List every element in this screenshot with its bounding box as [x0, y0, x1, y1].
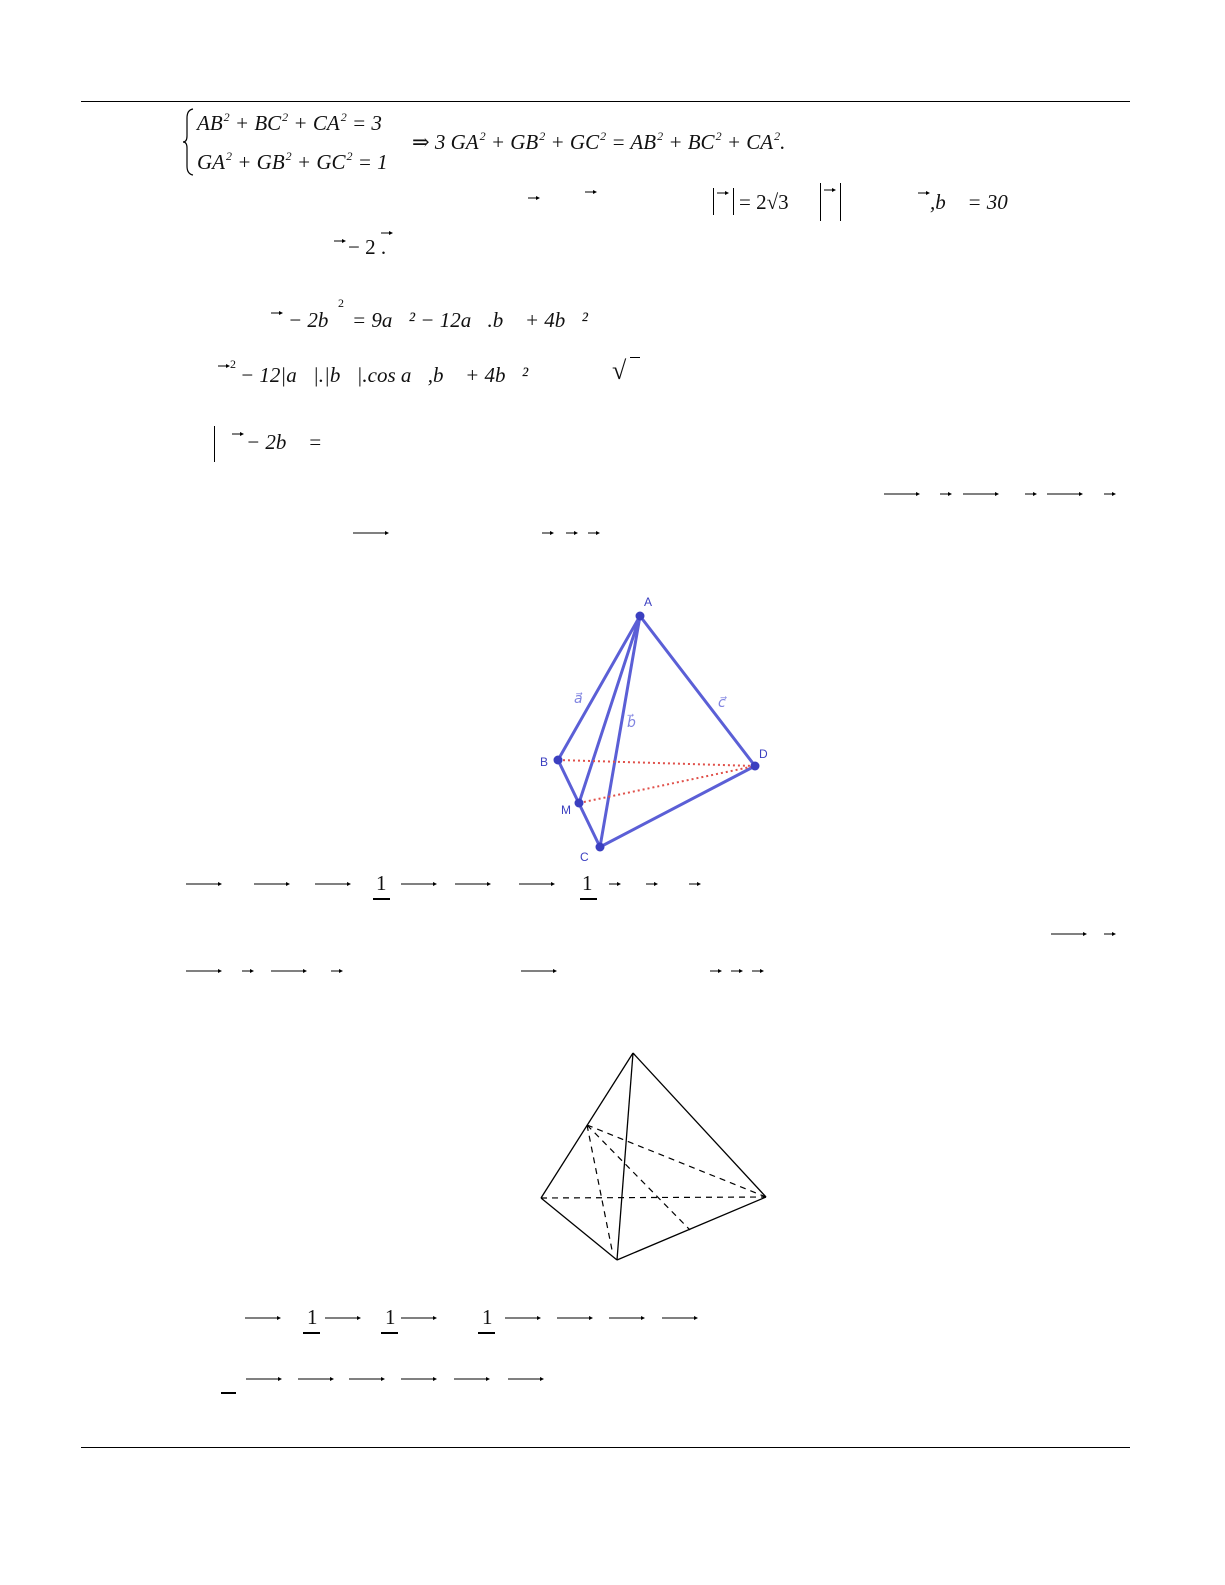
vertex-c-dot	[596, 843, 605, 852]
vector-arrow	[232, 429, 244, 439]
vector-arrow	[1025, 489, 1037, 499]
vector-label-a: a⃗	[574, 690, 583, 706]
abs-bar	[214, 426, 215, 462]
abs-bar	[733, 188, 734, 215]
edge-cd	[600, 766, 755, 847]
sqrt-sign: √	[612, 356, 627, 385]
vertex-a-dot	[636, 612, 645, 621]
vector-arrow	[588, 528, 600, 538]
expansion-rhs: = 9a⃗² − 12a⃗.b⃗ + 4b⃗²	[352, 308, 588, 332]
vector-arrow	[521, 966, 557, 976]
vector-arrow	[315, 879, 351, 889]
system-line-2: $GA^2 + GB^2 + GC^2 = 1$	[197, 149, 388, 174]
vertex-b-dot	[554, 756, 563, 765]
vector-arrow	[401, 879, 437, 889]
vector-arrow	[242, 966, 254, 976]
vector-arrow	[401, 1313, 437, 1323]
edge-front-right	[617, 1197, 766, 1260]
vector-arrow	[646, 879, 658, 889]
vector-arrow	[918, 188, 930, 198]
edge-bd-dotted	[558, 760, 755, 766]
sqrt-overline	[630, 357, 640, 358]
vector-arrow	[218, 361, 230, 371]
vector-arrow	[505, 1313, 541, 1323]
expansion2-text: − 12|a⃗|.|b⃗|.cos a⃗,b⃗ + 4b⃗²	[240, 363, 529, 387]
vector-arrow	[246, 1374, 282, 1384]
footer-rule	[81, 1447, 1130, 1448]
abs-bar	[840, 183, 841, 221]
vector-arrow	[334, 236, 346, 246]
system-line-1: $AB^2 + BC^2 + CA^2 = 3$	[197, 110, 382, 135]
vector-arrow	[519, 879, 555, 889]
expansion2-square: 2	[230, 357, 236, 371]
edge-md-dotted	[579, 766, 755, 803]
expansion-lhs: − 2b⃗	[288, 308, 345, 332]
vector-arrow	[325, 1313, 361, 1323]
vector-arrow	[731, 966, 743, 976]
fraction-bar	[381, 1332, 398, 1334]
vector-arrow	[689, 879, 701, 889]
vector-arrow	[542, 528, 554, 538]
fraction-bar	[580, 898, 597, 900]
expansion-square: 2	[338, 296, 344, 310]
vector-arrow	[254, 879, 290, 889]
magnitude-a: = 2√3	[739, 190, 789, 214]
label-a: A	[644, 595, 653, 609]
vector-arrow	[940, 489, 952, 499]
vector-arrow	[245, 1313, 281, 1323]
vector-label-b: b⃗	[627, 714, 636, 730]
median-3	[587, 1125, 690, 1230]
tetrahedron-figure-abcd	[520, 590, 790, 870]
vector-arrow	[884, 489, 920, 499]
system-implication: ⇒ 3 $GA^2 + GB^2 + GC^2 = AB^2 + BC^2 + CA^2$.	[412, 129, 786, 154]
fraction-numerator: 1	[482, 1305, 493, 1329]
vector-arrow	[1051, 929, 1087, 939]
angle-expression: ,b⃗ = 30	[930, 190, 1008, 214]
fraction-numerator: 1	[376, 871, 387, 895]
fraction-numerator: 1	[582, 871, 593, 895]
vector-arrow	[298, 1374, 334, 1384]
vector-arrow	[710, 966, 722, 976]
edge-left-front	[541, 1198, 617, 1260]
left-brace	[182, 108, 194, 176]
vector-arrow	[963, 489, 999, 499]
vector-arrow	[186, 966, 222, 976]
header-rule	[81, 101, 1130, 102]
median-1	[587, 1125, 766, 1197]
tetrahedron-figure-2	[530, 1045, 780, 1270]
vector-arrow	[609, 879, 621, 889]
vector-arrow	[557, 1313, 593, 1323]
vector-arrow	[585, 187, 597, 197]
label-m: M	[561, 803, 571, 817]
fraction-bar	[303, 1332, 320, 1334]
edge-left-right-hidden	[541, 1197, 766, 1198]
abs-bar	[820, 183, 821, 221]
label-b: B	[540, 755, 549, 769]
vector-arrow	[271, 966, 307, 976]
vector-arrow	[349, 1374, 385, 1384]
vector-label-c: c⃗	[718, 694, 726, 710]
fraction-numerator: 1	[385, 1305, 396, 1329]
fraction-numerator: 1	[307, 1305, 318, 1329]
edge-ad	[640, 616, 755, 766]
vector-arrow	[824, 185, 836, 195]
vector-arrow	[752, 966, 764, 976]
vector-arrow	[1104, 929, 1116, 939]
vector-arrow	[508, 1374, 544, 1384]
abs-bar	[713, 188, 714, 215]
vector-arrow	[353, 528, 389, 538]
label-d: D	[759, 747, 768, 761]
fraction-bar	[221, 1392, 236, 1394]
edge-top-right	[633, 1053, 766, 1197]
vector-arrow	[186, 879, 222, 889]
vector-arrow	[662, 1313, 698, 1323]
vector-arrow	[717, 188, 729, 198]
vertex-d-dot	[751, 762, 760, 771]
vector-arrow	[1047, 489, 1083, 499]
vertex-m-dot	[575, 799, 584, 808]
vector-arrow	[566, 528, 578, 538]
vector-arrow	[528, 193, 540, 203]
edge-top-front	[617, 1053, 633, 1260]
vector-arrow	[454, 1374, 490, 1384]
label-c: C	[580, 850, 589, 864]
vector-arrow	[271, 308, 283, 318]
fraction-bar	[478, 1332, 495, 1334]
task-expression: − 2 .	[348, 235, 387, 259]
vector-arrow	[331, 966, 343, 976]
median-2	[587, 1125, 612, 1250]
fraction-bar	[373, 898, 390, 900]
vector-arrow	[1104, 489, 1116, 499]
vector-arrow	[455, 879, 491, 889]
vector-arrow	[401, 1374, 437, 1384]
result-expression: − 2b⃗ =	[246, 430, 323, 454]
vector-arrow	[609, 1313, 645, 1323]
